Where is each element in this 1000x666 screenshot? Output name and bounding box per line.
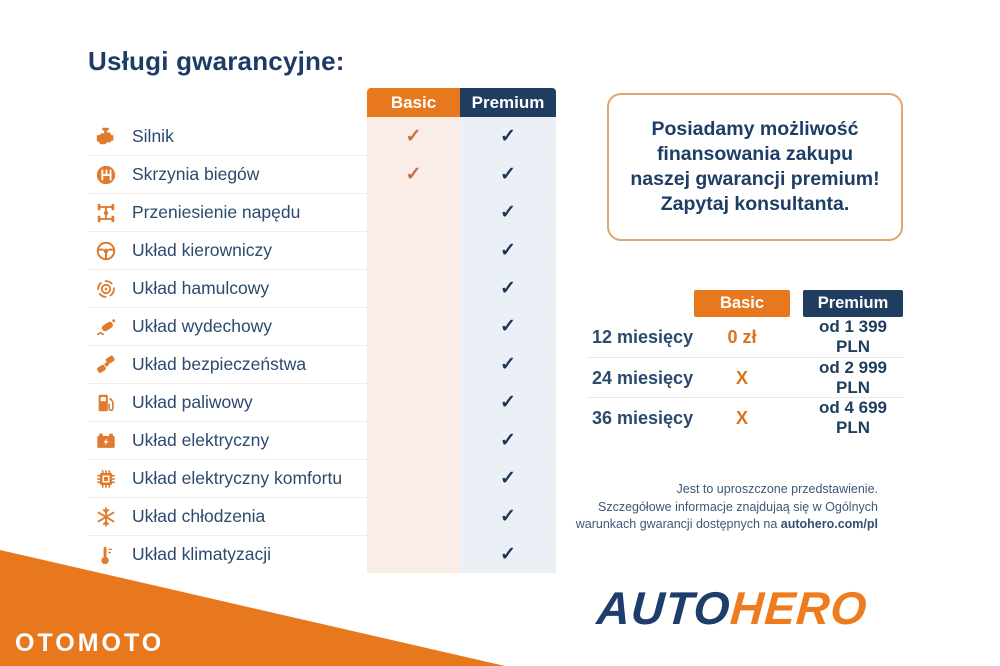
service-label: Układ hamulcowy <box>132 278 270 298</box>
steering-wheel-icon <box>88 240 132 262</box>
check-icon: ✓ <box>500 240 516 261</box>
fuel-pump-icon <box>88 392 132 414</box>
services-rows <box>88 117 556 573</box>
seatbelt-icon <box>88 354 132 376</box>
basic-cell <box>367 384 460 421</box>
engine-icon <box>88 125 132 147</box>
check-icon: ✓ <box>500 544 516 565</box>
premium-cell <box>460 270 556 307</box>
page-title: Usługi gwarancyjne: <box>88 46 345 76</box>
table-row <box>88 155 556 193</box>
pricing-table <box>586 290 904 437</box>
premium-cell <box>460 346 556 383</box>
battery-icon <box>88 430 132 452</box>
promo-line: Posiadamy możliwość <box>651 118 859 140</box>
services-table <box>88 88 556 573</box>
basic-cell <box>367 498 460 535</box>
service-label: Układ bezpieczeństwa <box>132 354 307 374</box>
promo-box <box>607 93 903 241</box>
table-row <box>88 231 556 269</box>
table-row <box>88 117 556 155</box>
snowflake-icon <box>88 506 132 528</box>
pricing-premium-value: od 4 699 PLN <box>818 398 888 437</box>
check-icon: ✓ <box>500 316 516 337</box>
table-row <box>88 383 556 421</box>
check-icon: ✓ <box>500 392 516 413</box>
pricing-basic-value: X <box>735 367 748 388</box>
table-row <box>88 269 556 307</box>
pricing-premium-header: Premium <box>803 290 903 317</box>
header-gap <box>790 290 803 317</box>
basic-cell <box>367 156 460 193</box>
check-icon: ✓ <box>405 164 422 185</box>
pricing-basic-value: 0 zł <box>727 326 757 347</box>
basic-cell <box>367 232 460 269</box>
premium-cell <box>460 308 556 345</box>
premium-cell <box>460 156 556 193</box>
services-table-header <box>88 88 556 117</box>
pricing-row <box>586 357 904 397</box>
basic-cell <box>367 536 460 573</box>
brake-disc-icon <box>88 278 132 300</box>
pricing-basic-header: Basic <box>694 290 790 317</box>
disclaimer-text <box>576 481 878 534</box>
pricing-row <box>586 317 904 357</box>
basic-cell <box>367 194 460 231</box>
table-row <box>88 345 556 383</box>
premium-cell <box>460 460 556 497</box>
pricing-rows <box>586 317 904 437</box>
check-icon: ✓ <box>500 430 516 451</box>
basic-column-header: Basic <box>367 88 460 117</box>
service-label: Skrzynia biegów <box>132 164 260 184</box>
pricing-premium-value: od 2 999 PLN <box>818 358 888 397</box>
premium-cell <box>460 194 556 231</box>
otomoto-logo: OTOMOTO <box>15 629 165 657</box>
pricing-table-header <box>586 290 904 317</box>
basic-cell <box>367 460 460 497</box>
autohero-url: autohero.com/pl <box>780 517 878 531</box>
autohero-logo-auto: AUTO <box>595 582 733 634</box>
premium-cell <box>460 422 556 459</box>
chip-icon <box>88 468 132 490</box>
autohero-logo-hero: HERO <box>728 582 870 634</box>
table-row <box>88 421 556 459</box>
table-row <box>88 535 556 573</box>
promo-line: naszej gwarancji premium! <box>630 168 880 190</box>
table-row <box>88 459 556 497</box>
exhaust-icon <box>88 316 132 338</box>
service-label: Przeniesienie napędu <box>132 202 301 222</box>
disclaimer-line: Szczegółowe informacje znajdujaą się w Ogólnych <box>597 499 878 514</box>
header-spacer <box>586 290 694 317</box>
service-label: Silnik <box>132 125 174 146</box>
promo-line: finansowania zakupu <box>656 143 854 165</box>
service-label: Układ wydechowy <box>132 316 273 336</box>
service-label: Układ elektryczny komfortu <box>132 468 343 488</box>
pricing-period: 24 miesięcy <box>592 367 694 388</box>
table-row <box>88 193 556 231</box>
pricing-basic-value: X <box>735 407 748 428</box>
check-icon: ✓ <box>500 278 516 299</box>
premium-cell <box>460 384 556 421</box>
service-label: Układ klimatyzacji <box>132 544 272 564</box>
basic-cell <box>367 117 460 155</box>
pricing-premium-value: od 1 399 PLN <box>818 317 888 356</box>
disclaimer-line: Jest to uproszczone przedstawienie. <box>676 482 878 496</box>
check-icon: ✓ <box>500 354 516 375</box>
service-label: Układ elektryczny <box>132 430 270 450</box>
pricing-period: 12 miesięcy <box>592 326 694 347</box>
basic-cell <box>367 422 460 459</box>
basic-cell <box>367 308 460 345</box>
table-row <box>88 497 556 535</box>
pricing-row <box>586 397 904 437</box>
service-label: Układ kierowniczy <box>132 240 273 260</box>
check-icon: ✓ <box>500 468 516 489</box>
check-icon: ✓ <box>500 202 516 223</box>
basic-cell <box>367 346 460 383</box>
drivetrain-icon <box>88 202 132 224</box>
header-spacer <box>88 88 367 117</box>
disclaimer-line: warunkach gwarancji dostępnych na autohero.com/pl <box>575 517 878 531</box>
autohero-logo <box>595 581 869 635</box>
service-label: Układ chłodzenia <box>132 506 266 526</box>
check-icon: ✓ <box>500 506 516 527</box>
table-row <box>88 307 556 345</box>
thermometer-icon <box>88 544 132 566</box>
premium-cell <box>460 232 556 269</box>
promo-line: Zapytaj konsultanta. <box>660 193 850 215</box>
premium-cell <box>460 117 556 155</box>
premium-column-header: Premium <box>460 88 556 117</box>
check-icon: ✓ <box>405 125 422 147</box>
basic-cell <box>367 270 460 307</box>
premium-cell <box>460 536 556 573</box>
check-icon: ✓ <box>500 125 516 147</box>
service-label: Układ paliwowy <box>132 392 253 412</box>
gearbox-icon <box>88 164 132 186</box>
premium-cell <box>460 498 556 535</box>
pricing-period: 36 miesięcy <box>592 407 694 428</box>
check-icon: ✓ <box>500 164 516 185</box>
